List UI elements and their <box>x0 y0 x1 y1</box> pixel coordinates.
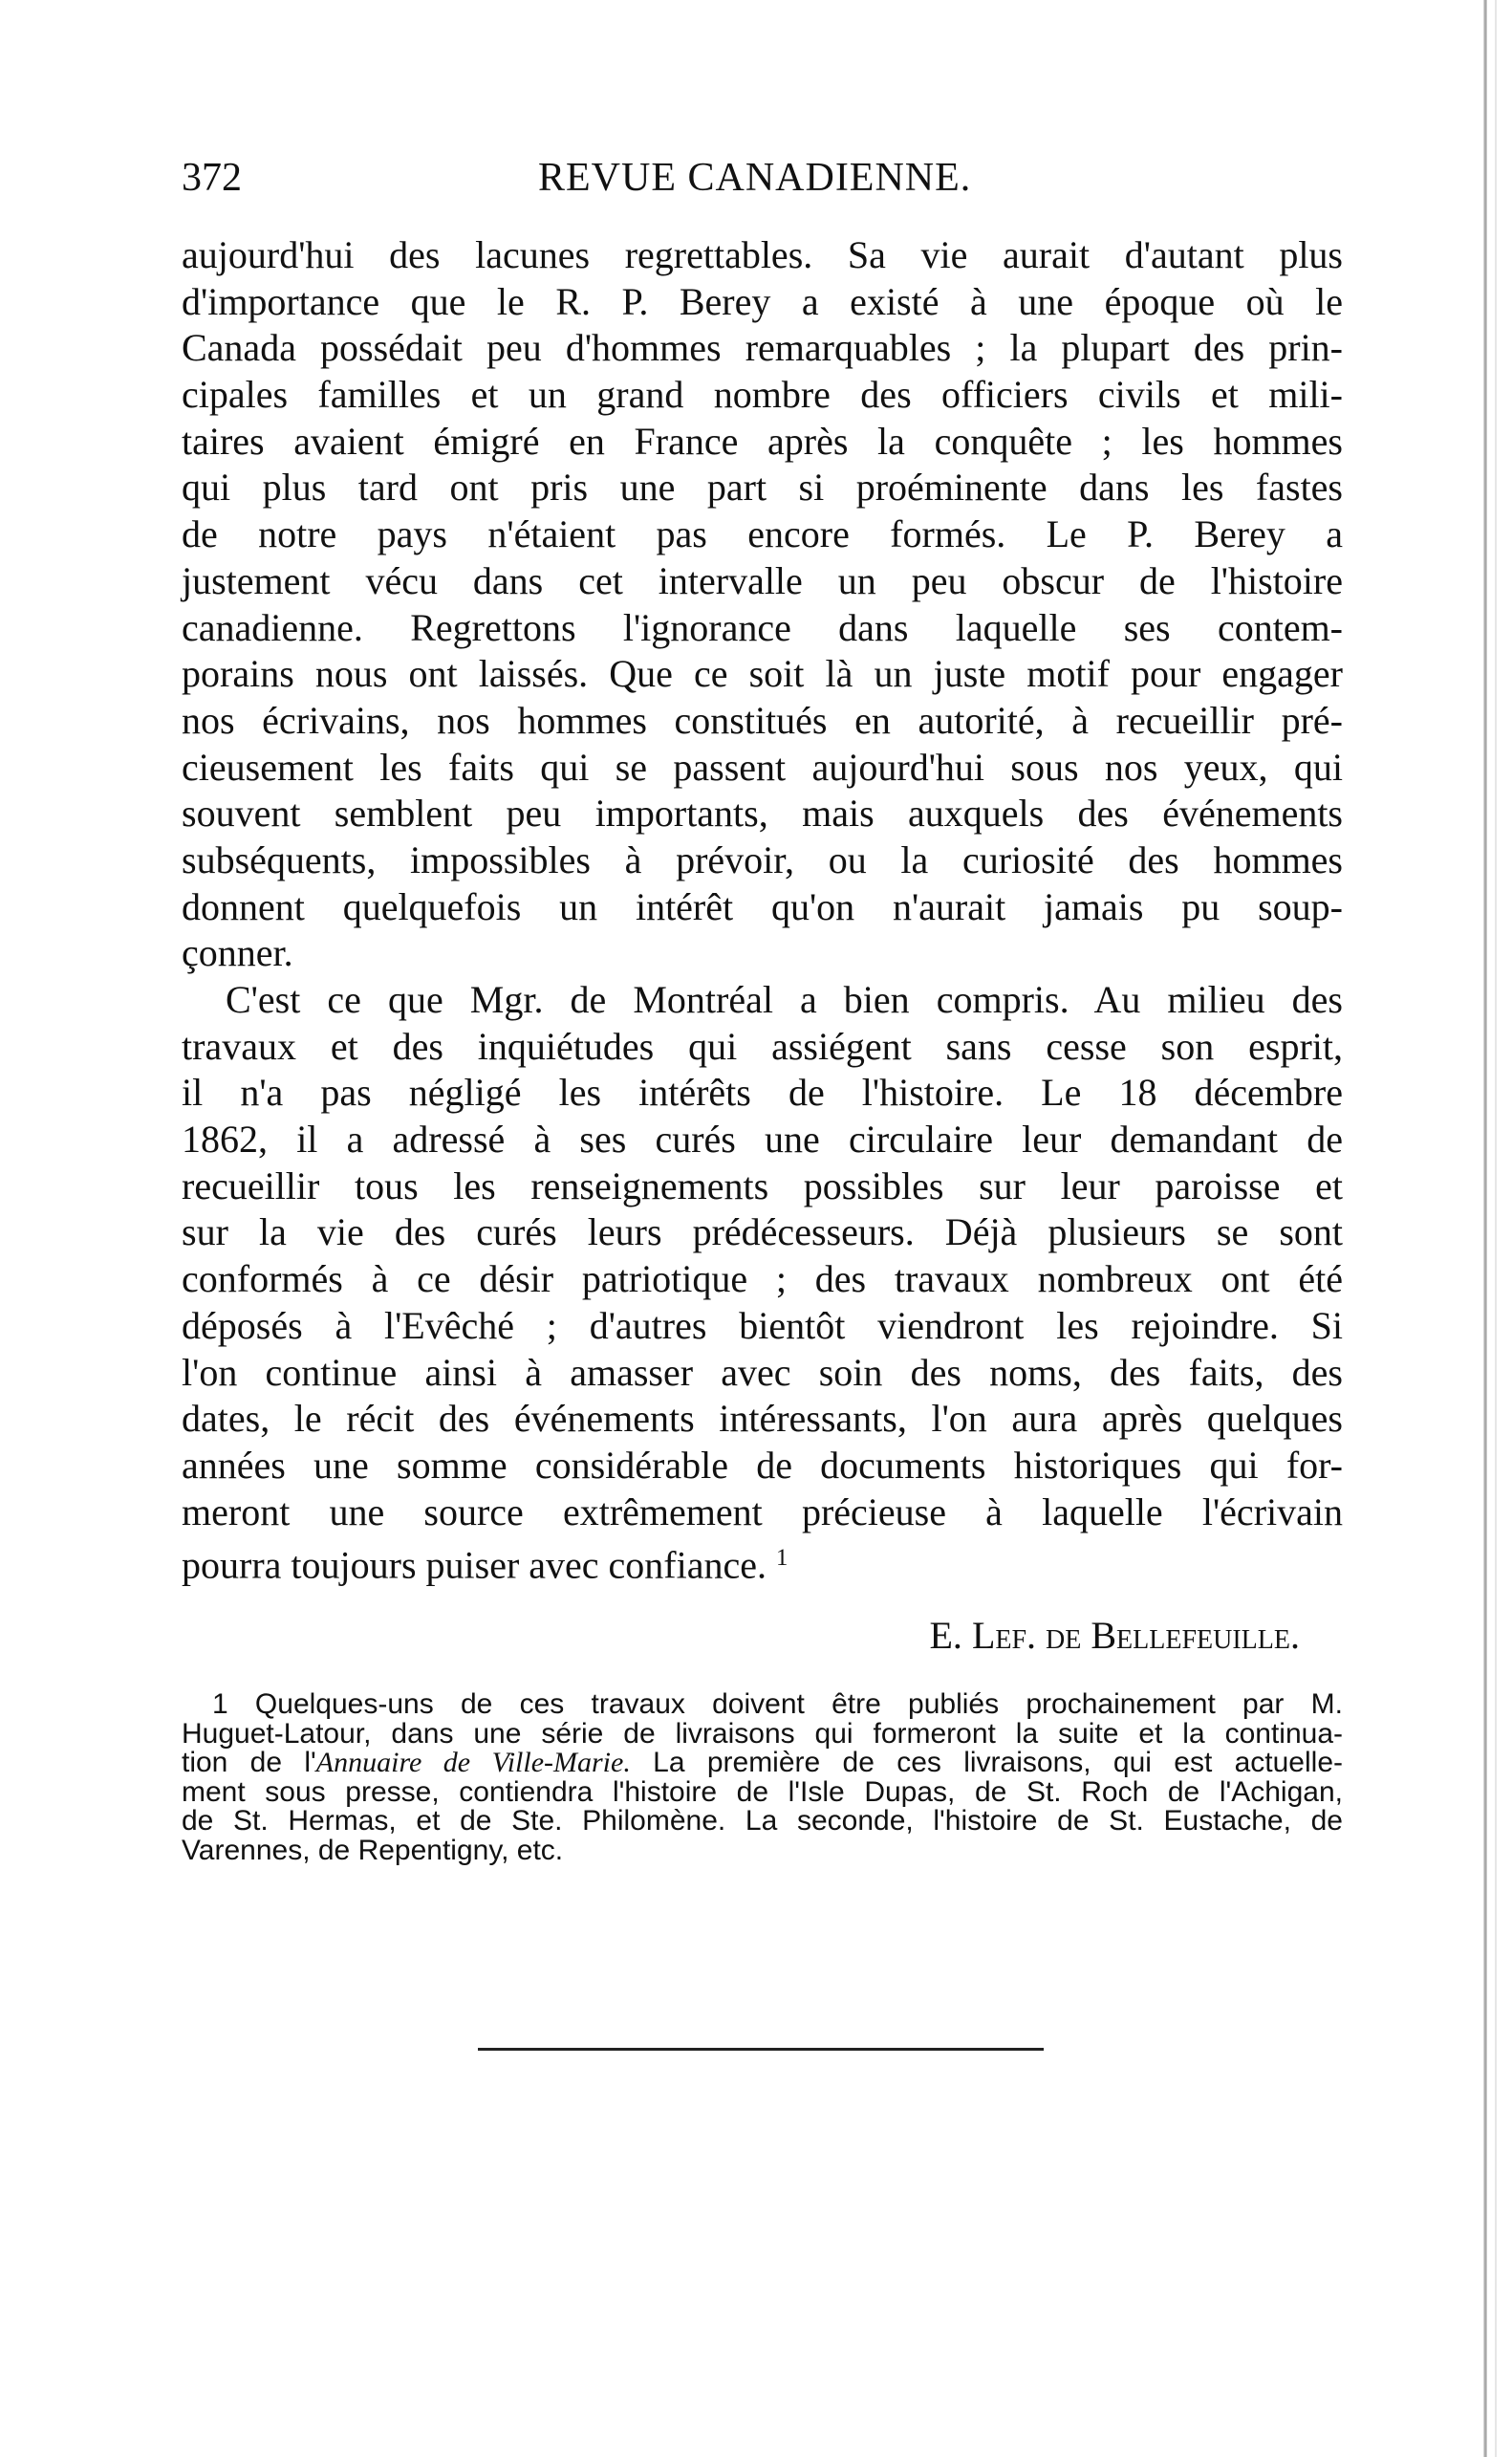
body-line: donnent quelquefois un intérêt qu'on n'aurait jamais pu soup- <box>182 884 1343 928</box>
body-line-final <box>182 1535 1343 1587</box>
page-edge <box>1483 0 1487 2457</box>
body-line: conformés à ce désir patriotique ; des travaux nombreux ont été <box>182 1257 1343 1301</box>
body-line: travaux et des inquiétudes qui assiégent sans cesse son esprit, <box>182 1024 1343 1068</box>
footnote-line: Varennes, de Repentigny, etc. <box>182 1834 564 1866</box>
footnote-italic-title: Annuaire de Ville-Marie. <box>315 1747 631 1778</box>
body-line: d'importance que le R. P. Berey a existé à une époque où le <box>182 279 1343 323</box>
body-line: sur la vie des curés leurs prédécesseurs. Déjà plusieurs se sont <box>182 1210 1343 1254</box>
signature-name: Lef. de Bellefeuille. <box>971 1614 1300 1657</box>
signature <box>860 1612 1300 1660</box>
body-line: recueillir tous les renseignements possibles sur leur paroisse et <box>182 1163 1343 1207</box>
body-line: Canada possédait peu d'hommes remarquables ; la plupart des prin- <box>182 326 1343 370</box>
body-line: nos écrivains, nos hommes constitués en autorité, à recueillir pré- <box>182 698 1343 742</box>
footnote-line <box>182 1749 1343 1778</box>
body-line: 1862, il a adressé à ses curés une circulaire leur demandant de <box>182 1118 1343 1162</box>
footnote-line: 1 Quelques-uns de ces travaux doivent être publiés prochainement par M. <box>212 1688 1343 1720</box>
page-number: 372 <box>182 156 242 200</box>
body-line: aujourd'hui des lacunes regrettables. Sa vie aurait d'autant plus <box>182 233 1343 276</box>
footnote-text: La première de ces livraisons, qui est actuelle- <box>630 1747 1343 1778</box>
body-line: canadienne. Regrettons l'ignorance dans laquelle ses contem- <box>182 605 1343 649</box>
body-line: souvent semblent peu importants, mais auxquels des événements <box>182 792 1343 836</box>
running-title: REVUE CANADIENNE. <box>538 156 972 200</box>
footnote-line: Huguet-Latour, dans une série de livraisons qui formeront la suite et la continua- <box>182 1717 1343 1750</box>
body-line: subséquents, impossibles à prévoir, ou la curiosité des hommes <box>182 837 1343 881</box>
body-line: cipales familles et un grand nombre des officiers civils et mili- <box>182 373 1343 417</box>
body-line: çonner. <box>182 931 293 975</box>
body-line: porains nous ont laissés. Que ce soit là un juste motif pour engager <box>182 652 1343 696</box>
running-head <box>182 151 1343 205</box>
body-line: l'on continue ainsi à amasser avec soin des noms, des faits, des <box>182 1350 1343 1394</box>
body-line: de notre pays n'étaient pas encore formés. Le P. Berey a <box>182 512 1343 556</box>
body-line: C'est ce que Mgr. de Montréal a bien compris. Au milieu des <box>226 978 1343 1021</box>
footnote-text: tion de l' <box>182 1747 316 1778</box>
body-text <box>182 232 1343 1587</box>
body-line: il n'a pas négligé les intérêts de l'histoire. Le 18 décembre <box>182 1071 1343 1115</box>
page-edge-outer <box>1495 0 1497 2457</box>
body-line: justement vécu dans cet intervalle un peu obscur de l'histoire <box>182 558 1343 602</box>
body-line: déposés à l'Evêché ; d'autres bientôt viendront les rejoindre. Si <box>182 1303 1343 1347</box>
body-line: années une somme considérable de documents historiques qui for- <box>182 1443 1343 1487</box>
body-line: meront une source extrêmement précieuse à laquelle l'écrivain <box>182 1489 1343 1533</box>
body-line: cieusement les faits qui se passent aujourd'hui sous nos yeux, qui <box>182 745 1343 789</box>
footnote-marker: 1 <box>775 1545 788 1572</box>
body-line-text: pourra toujours puiser avec confiance. <box>182 1543 767 1587</box>
body-line: taires avaient émigré en France après la conquête ; les hommes <box>182 419 1343 463</box>
signature-initial: E. <box>929 1614 962 1657</box>
footnotes <box>182 1690 1343 1865</box>
footnote-line: ment sous presse, contiendra l'histoire de l'Isle Dupas, de St. Roch de l'Achigan, <box>182 1775 1343 1808</box>
body-line: qui plus tard ont pris une part si proéminente dans les fastes <box>182 466 1343 510</box>
body-line: dates, le récit des événements intéressants, l'on aura après quelques <box>182 1397 1343 1441</box>
footnote-line: de St. Hermas, et de Ste. Philomène. La seconde, l'histoire de St. Eustache, de <box>182 1805 1343 1837</box>
end-rule <box>478 2048 1044 2051</box>
